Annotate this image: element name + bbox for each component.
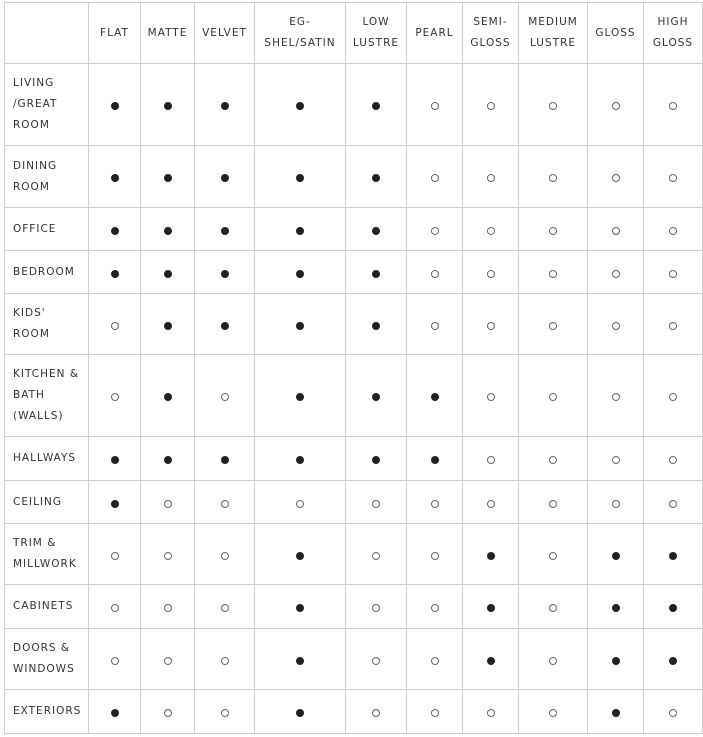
finish-cell (588, 294, 644, 355)
table-row (5, 585, 703, 629)
finish-cell (644, 251, 703, 294)
filled-dot-icon (221, 102, 229, 110)
column-header-pearl: PEARL (407, 3, 463, 64)
empty-dot-icon (164, 604, 172, 612)
empty-dot-icon (487, 270, 495, 278)
empty-dot-icon (549, 174, 557, 182)
finish-cell (463, 64, 519, 146)
finish-cell (644, 629, 703, 690)
filled-dot-icon (164, 174, 172, 182)
finish-cell (407, 208, 463, 251)
empty-dot-icon (221, 709, 229, 717)
column-header-flat: FLAT (89, 3, 141, 64)
finish-cell (644, 481, 703, 524)
finish-cell (588, 629, 644, 690)
empty-dot-icon (669, 270, 677, 278)
finish-cell (346, 64, 407, 146)
finish-cell (255, 208, 346, 251)
finish-cell (644, 294, 703, 355)
filled-dot-icon (296, 270, 304, 278)
empty-dot-icon (487, 393, 495, 401)
finish-cell (346, 585, 407, 629)
finish-cell (644, 690, 703, 734)
finish-cell (346, 146, 407, 208)
finish-cell (255, 629, 346, 690)
finish-cell (519, 524, 588, 585)
filled-dot-icon (612, 552, 620, 560)
finish-cell (89, 355, 141, 437)
column-header-velvet: VELVET (195, 3, 255, 64)
row-label: DOORS & WINDOWS (5, 629, 89, 690)
filled-dot-icon (111, 456, 119, 464)
finish-cell (255, 524, 346, 585)
filled-dot-icon (372, 227, 380, 235)
finish-cell (407, 481, 463, 524)
finish-cell (89, 294, 141, 355)
finish-cell (141, 251, 195, 294)
finish-cell (588, 208, 644, 251)
empty-dot-icon (164, 500, 172, 508)
empty-dot-icon (221, 393, 229, 401)
finish-cell (519, 355, 588, 437)
finish-cell (644, 208, 703, 251)
finish-cell (255, 585, 346, 629)
filled-dot-icon (669, 657, 677, 665)
empty-dot-icon (372, 657, 380, 665)
row-label: EXTERIORS (5, 690, 89, 734)
filled-dot-icon (111, 709, 119, 717)
finish-cell (141, 64, 195, 146)
column-header-gloss: GLOSS (588, 3, 644, 64)
empty-dot-icon (669, 322, 677, 330)
finish-cell (89, 146, 141, 208)
filled-dot-icon (221, 270, 229, 278)
filled-dot-icon (296, 657, 304, 665)
finish-cell (588, 481, 644, 524)
finish-cell (255, 251, 346, 294)
table-row (5, 690, 703, 734)
finish-cell (255, 481, 346, 524)
corner-cell (5, 3, 89, 64)
row-label: DINING ROOM (5, 146, 89, 208)
filled-dot-icon (221, 456, 229, 464)
filled-dot-icon (431, 456, 439, 464)
finish-cell (463, 585, 519, 629)
finish-cell (141, 294, 195, 355)
empty-dot-icon (487, 500, 495, 508)
empty-dot-icon (431, 322, 439, 330)
empty-dot-icon (164, 657, 172, 665)
empty-dot-icon (111, 322, 119, 330)
row-label: CABINETS (5, 585, 89, 629)
finish-cell (255, 146, 346, 208)
finish-cell (407, 585, 463, 629)
filled-dot-icon (296, 552, 304, 560)
finish-cell (141, 524, 195, 585)
filled-dot-icon (296, 709, 304, 717)
row-label: LIVING /GREAT ROOM (5, 64, 89, 146)
empty-dot-icon (612, 500, 620, 508)
finish-cell (644, 146, 703, 208)
finish-cell (195, 437, 255, 481)
empty-dot-icon (431, 709, 439, 717)
finish-cell (89, 251, 141, 294)
filled-dot-icon (372, 102, 380, 110)
finish-cell (195, 585, 255, 629)
finish-cell (407, 146, 463, 208)
finish-cell (463, 690, 519, 734)
empty-dot-icon (549, 657, 557, 665)
row-label: HALLWAYS (5, 437, 89, 481)
finish-cell (195, 690, 255, 734)
finish-cell (346, 524, 407, 585)
empty-dot-icon (612, 102, 620, 110)
finish-cell (195, 294, 255, 355)
empty-dot-icon (111, 604, 119, 612)
empty-dot-icon (431, 500, 439, 508)
finish-cell (89, 64, 141, 146)
finish-cell (519, 64, 588, 146)
empty-dot-icon (669, 174, 677, 182)
finish-cell (141, 437, 195, 481)
finish-cell (141, 629, 195, 690)
table-row (5, 355, 703, 437)
finish-cell (255, 64, 346, 146)
empty-dot-icon (669, 227, 677, 235)
filled-dot-icon (221, 227, 229, 235)
empty-dot-icon (549, 709, 557, 717)
finish-cell (407, 524, 463, 585)
finish-cell (644, 585, 703, 629)
finish-cell (588, 437, 644, 481)
empty-dot-icon (221, 657, 229, 665)
filled-dot-icon (296, 456, 304, 464)
column-header-eg-shel-satin: EG- SHEL/SATIN (255, 3, 346, 64)
row-label: OFFICE (5, 208, 89, 251)
filled-dot-icon (111, 270, 119, 278)
empty-dot-icon (296, 500, 304, 508)
empty-dot-icon (431, 270, 439, 278)
finish-cell (195, 481, 255, 524)
finish-cell (519, 251, 588, 294)
empty-dot-icon (549, 393, 557, 401)
finish-cell (519, 481, 588, 524)
row-label: BEDROOM (5, 251, 89, 294)
empty-dot-icon (431, 174, 439, 182)
finish-cell (195, 251, 255, 294)
filled-dot-icon (612, 657, 620, 665)
filled-dot-icon (296, 174, 304, 182)
row-label: KITCHEN & BATH (WALLS) (5, 355, 89, 437)
empty-dot-icon (431, 552, 439, 560)
finish-cell (588, 251, 644, 294)
empty-dot-icon (431, 657, 439, 665)
filled-dot-icon (487, 552, 495, 560)
empty-dot-icon (549, 456, 557, 464)
finish-cell (346, 294, 407, 355)
finish-cell (195, 629, 255, 690)
finish-cell (407, 437, 463, 481)
finish-cell (519, 294, 588, 355)
paint-finish-table (4, 2, 703, 734)
finish-cell (255, 355, 346, 437)
finish-cell (407, 294, 463, 355)
empty-dot-icon (612, 456, 620, 464)
finish-cell (463, 146, 519, 208)
finish-cell (644, 437, 703, 481)
table-body (5, 64, 703, 734)
finish-cell (195, 146, 255, 208)
empty-dot-icon (669, 456, 677, 464)
empty-dot-icon (221, 604, 229, 612)
finish-cell (463, 481, 519, 524)
filled-dot-icon (111, 102, 119, 110)
finish-cell (89, 690, 141, 734)
finish-cell (255, 437, 346, 481)
filled-dot-icon (221, 322, 229, 330)
empty-dot-icon (164, 552, 172, 560)
table-row (5, 629, 703, 690)
finish-cell (89, 208, 141, 251)
finish-cell (588, 585, 644, 629)
filled-dot-icon (296, 322, 304, 330)
filled-dot-icon (296, 604, 304, 612)
row-label: CEILING (5, 481, 89, 524)
finish-cell (407, 355, 463, 437)
table-row (5, 481, 703, 524)
finish-cell (346, 437, 407, 481)
empty-dot-icon (487, 227, 495, 235)
finish-cell (588, 524, 644, 585)
finish-cell (89, 437, 141, 481)
empty-dot-icon (487, 709, 495, 717)
empty-dot-icon (549, 227, 557, 235)
empty-dot-icon (549, 102, 557, 110)
empty-dot-icon (612, 174, 620, 182)
finish-cell (89, 481, 141, 524)
finish-cell (255, 294, 346, 355)
filled-dot-icon (164, 227, 172, 235)
filled-dot-icon (296, 102, 304, 110)
finish-cell (588, 355, 644, 437)
finish-cell (346, 208, 407, 251)
finish-cell (346, 690, 407, 734)
finish-cell (519, 437, 588, 481)
empty-dot-icon (372, 709, 380, 717)
table-row (5, 437, 703, 481)
empty-dot-icon (164, 709, 172, 717)
filled-dot-icon (612, 604, 620, 612)
filled-dot-icon (431, 393, 439, 401)
finish-cell (195, 524, 255, 585)
finish-cell (141, 481, 195, 524)
finish-cell (195, 355, 255, 437)
empty-dot-icon (669, 393, 677, 401)
finish-cell (89, 629, 141, 690)
finish-cell (255, 690, 346, 734)
finish-cell (346, 481, 407, 524)
table-row (5, 208, 703, 251)
finish-cell (346, 629, 407, 690)
finish-cell (195, 64, 255, 146)
empty-dot-icon (612, 270, 620, 278)
row-label: KIDS' ROOM (5, 294, 89, 355)
empty-dot-icon (669, 500, 677, 508)
filled-dot-icon (296, 227, 304, 235)
finish-cell (588, 690, 644, 734)
empty-dot-icon (372, 500, 380, 508)
finish-cell (519, 585, 588, 629)
empty-dot-icon (612, 322, 620, 330)
filled-dot-icon (372, 270, 380, 278)
column-header-matte: MATTE (141, 3, 195, 64)
finish-cell (519, 629, 588, 690)
empty-dot-icon (487, 456, 495, 464)
finish-cell (644, 64, 703, 146)
finish-cell (519, 146, 588, 208)
empty-dot-icon (487, 322, 495, 330)
filled-dot-icon (669, 604, 677, 612)
table-row (5, 146, 703, 208)
finish-cell (407, 64, 463, 146)
finish-cell (588, 146, 644, 208)
empty-dot-icon (372, 604, 380, 612)
finish-cell (407, 629, 463, 690)
column-header-semi-gloss: SEMI- GLOSS (463, 3, 519, 64)
empty-dot-icon (612, 227, 620, 235)
finish-cell (407, 690, 463, 734)
filled-dot-icon (372, 322, 380, 330)
empty-dot-icon (372, 552, 380, 560)
row-label: TRIM & MILLWORK (5, 524, 89, 585)
empty-dot-icon (549, 322, 557, 330)
finish-cell (519, 690, 588, 734)
table-row (5, 251, 703, 294)
empty-dot-icon (612, 393, 620, 401)
empty-dot-icon (669, 709, 677, 717)
column-header-medium-lustre: MEDIUM LUSTRE (519, 3, 588, 64)
finish-cell (89, 585, 141, 629)
empty-dot-icon (431, 604, 439, 612)
finish-cell (141, 146, 195, 208)
finish-cell (141, 208, 195, 251)
finish-cell (463, 437, 519, 481)
empty-dot-icon (669, 102, 677, 110)
finish-cell (346, 251, 407, 294)
filled-dot-icon (487, 657, 495, 665)
finish-cell (141, 585, 195, 629)
finish-cell (463, 294, 519, 355)
filled-dot-icon (164, 102, 172, 110)
finish-cell (141, 355, 195, 437)
filled-dot-icon (164, 393, 172, 401)
filled-dot-icon (612, 709, 620, 717)
filled-dot-icon (669, 552, 677, 560)
empty-dot-icon (221, 500, 229, 508)
filled-dot-icon (296, 393, 304, 401)
finish-cell (346, 355, 407, 437)
empty-dot-icon (111, 657, 119, 665)
filled-dot-icon (164, 456, 172, 464)
header-row (5, 3, 703, 64)
table-row (5, 294, 703, 355)
finish-cell (519, 208, 588, 251)
empty-dot-icon (431, 102, 439, 110)
filled-dot-icon (164, 322, 172, 330)
finish-cell (463, 629, 519, 690)
empty-dot-icon (549, 552, 557, 560)
finish-cell (195, 208, 255, 251)
filled-dot-icon (111, 500, 119, 508)
finish-cell (588, 64, 644, 146)
filled-dot-icon (111, 227, 119, 235)
finish-cell (407, 251, 463, 294)
empty-dot-icon (431, 227, 439, 235)
finish-cell (644, 355, 703, 437)
empty-dot-icon (549, 500, 557, 508)
filled-dot-icon (164, 270, 172, 278)
finish-cell (141, 690, 195, 734)
filled-dot-icon (221, 174, 229, 182)
table-row (5, 524, 703, 585)
empty-dot-icon (549, 604, 557, 612)
finish-cell (89, 524, 141, 585)
column-header-high-gloss: HIGH GLOSS (644, 3, 703, 64)
filled-dot-icon (372, 456, 380, 464)
finish-cell (463, 251, 519, 294)
finish-cell (463, 208, 519, 251)
table-row (5, 64, 703, 146)
empty-dot-icon (221, 552, 229, 560)
filled-dot-icon (372, 174, 380, 182)
finish-cell (463, 355, 519, 437)
empty-dot-icon (111, 393, 119, 401)
empty-dot-icon (549, 270, 557, 278)
finish-cell (644, 524, 703, 585)
filled-dot-icon (372, 393, 380, 401)
filled-dot-icon (487, 604, 495, 612)
filled-dot-icon (111, 174, 119, 182)
column-header-low-lustre: LOW LUSTRE (346, 3, 407, 64)
empty-dot-icon (487, 174, 495, 182)
finish-cell (463, 524, 519, 585)
empty-dot-icon (487, 102, 495, 110)
empty-dot-icon (111, 552, 119, 560)
